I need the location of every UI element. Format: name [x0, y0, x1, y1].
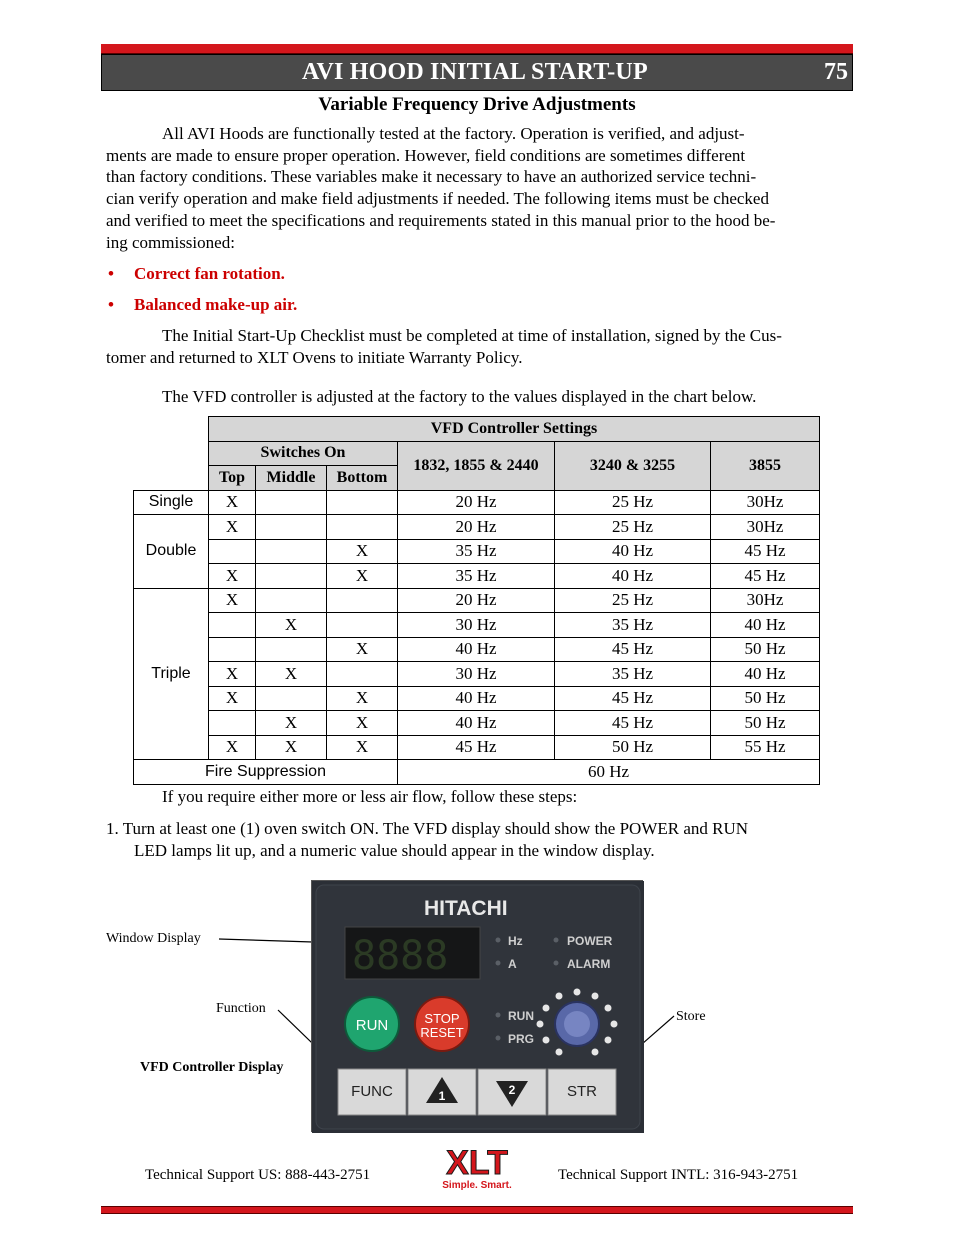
vfd-intro: The VFD controller is adjusted at the factory to the values displayed in the chart below. — [162, 387, 757, 406]
hz-cell: 45 Hz — [711, 539, 820, 564]
up-label: 1 — [438, 1089, 446, 1103]
model-header: 3855 — [711, 441, 820, 490]
switch-cell: X — [209, 588, 256, 613]
intro-line: cian verify operation and make field adjustments if needed. The following items must be checked — [106, 189, 769, 209]
hz-cell: 35 Hz — [555, 662, 711, 687]
hz-cell: 30Hz — [711, 588, 820, 613]
label-function: Function — [216, 1001, 266, 1016]
switch-col-header: Top — [209, 466, 256, 491]
vfd-panel-graphic — [312, 881, 644, 1133]
led-prg: PRG — [508, 1032, 535, 1046]
switch-cell: X — [209, 686, 256, 711]
hz-cell: 45 Hz — [398, 735, 555, 760]
intro-line: All AVI Hoods are functionally tested at the factory. Operation is verified, and adjust- — [162, 124, 745, 143]
run-button-label: RUN — [355, 1017, 389, 1034]
display-digits: 8888 — [352, 933, 449, 979]
figure-caption: VFD Controller Display — [140, 1060, 284, 1075]
switch-cell: X — [209, 662, 256, 687]
bullet-fan-rotation: • Correct fan rotation. — [108, 264, 285, 283]
led-power: POWER — [567, 934, 613, 948]
hz-cell: 45 Hz — [555, 711, 711, 736]
bullet-make-up-air: • Balanced make-up air. — [108, 295, 298, 314]
step-line: LED lamps lit up, and a numeric value should appear in the window display. — [134, 840, 655, 860]
hz-cell: 50 Hz — [711, 711, 820, 736]
hz-cell: 45 Hz — [555, 637, 711, 662]
hz-cell: 30Hz — [711, 515, 820, 540]
hz-cell: 40 Hz — [711, 613, 820, 638]
logo-tagline: Simple. Smart. — [442, 1180, 512, 1191]
section-subtitle: Variable Frequency Drive Adjustments — [318, 94, 636, 115]
switch-col-header: Bottom — [327, 466, 398, 491]
group-label: Triple — [134, 588, 209, 760]
down-label: 2 — [508, 1083, 516, 1097]
switch-cell: X — [256, 711, 327, 736]
checklist-line: The Initial Start-Up Checklist must be completed at time of installation, signed by the Cus- — [162, 326, 782, 345]
step-line: 1. Turn at least one (1) oven switch ON. The VFD display should show the POWER and RUN — [106, 819, 749, 838]
switch-cell: X — [327, 564, 398, 589]
model-header: 1832, 1855 & 2440 — [398, 441, 555, 490]
hz-cell: 40 Hz — [711, 662, 820, 687]
hz-cell: 35 Hz — [398, 564, 555, 589]
led-alarm: ALARM — [567, 957, 611, 971]
checklist-line: tomer and returned to XLT Ovens to initiate Warranty Policy. — [106, 347, 523, 367]
switch-cell: X — [256, 735, 327, 760]
page-title: AVI HOOD INITIAL START-UP — [302, 59, 648, 85]
hz-cell: 20 Hz — [398, 588, 555, 613]
hz-cell: 55 Hz — [711, 735, 820, 760]
func-label: FUNC — [351, 1083, 393, 1100]
hz-cell: 45 Hz — [555, 686, 711, 711]
hz-cell: 40 Hz — [398, 637, 555, 662]
group-label: Single — [134, 490, 209, 515]
page-number: 75 — [824, 59, 848, 85]
support-us: Technical Support US: 888-443-2751 — [145, 1167, 371, 1183]
hz-cell: 40 Hz — [398, 686, 555, 711]
switch-cell: X — [209, 735, 256, 760]
hz-cell: 30 Hz — [398, 613, 555, 638]
xlt-logo — [425, 1142, 529, 1192]
fire-suppression-label: Fire Suppression — [134, 760, 398, 785]
intro-line: and verified to meet the specifications and requirements stated in this manual prior to the hood be- — [106, 210, 776, 230]
led-run: RUN — [508, 1009, 534, 1023]
led-a: A — [508, 957, 517, 971]
airflow-line: If you require either more or less air flow, follow these steps: — [162, 787, 578, 806]
hz-cell: 45 Hz — [711, 564, 820, 589]
hz-cell: 35 Hz — [555, 613, 711, 638]
intro-line: ments are made to ensure proper operation. However, field conditions are sometimes different — [106, 145, 746, 165]
hz-cell: 40 Hz — [398, 711, 555, 736]
hz-cell: 40 Hz — [555, 539, 711, 564]
switch-cell: X — [327, 735, 398, 760]
hz-cell: 20 Hz — [398, 490, 555, 515]
switch-cell: X — [327, 686, 398, 711]
intro-line: ing commissioned: — [106, 232, 235, 252]
hz-cell: 20 Hz — [398, 515, 555, 540]
fire-suppression-value: 60 Hz — [398, 760, 820, 785]
led-hz: Hz — [508, 934, 523, 948]
switch-cell: X — [209, 490, 256, 515]
switch-cell: X — [327, 637, 398, 662]
switch-cell: X — [256, 662, 327, 687]
logo-text: XLT — [446, 1144, 508, 1182]
group-label: Double — [134, 515, 209, 589]
hz-cell: 30 Hz — [398, 662, 555, 687]
switch-cell: X — [327, 711, 398, 736]
hz-cell: 50 Hz — [711, 686, 820, 711]
hz-cell: 50 Hz — [555, 735, 711, 760]
switch-cell: X — [209, 515, 256, 540]
hz-cell: 40 Hz — [555, 564, 711, 589]
switch-col-header: Middle — [256, 466, 327, 491]
hz-cell: 35 Hz — [398, 539, 555, 564]
hz-cell: 25 Hz — [555, 490, 711, 515]
brand-text: HITACHI — [424, 897, 508, 920]
switch-cell: X — [256, 613, 327, 638]
bottom-red-rule — [101, 1206, 853, 1214]
hz-cell: 50 Hz — [711, 637, 820, 662]
hz-cell: 30Hz — [711, 490, 820, 515]
switch-cell: X — [327, 539, 398, 564]
support-intl: Technical Support INTL: 316-943-2751 — [558, 1167, 799, 1183]
reset-label: RESET — [420, 1025, 464, 1040]
switches-header: Switches On — [209, 441, 398, 466]
hz-cell: 25 Hz — [555, 515, 711, 540]
table-title: VFD Controller Settings — [209, 417, 820, 442]
model-header: 3240 & 3255 — [555, 441, 711, 490]
str-label: STR — [567, 1083, 597, 1100]
switch-cell: X — [209, 564, 256, 589]
label-window-display: Window Display — [106, 931, 201, 946]
stop-label: STOP — [424, 1011, 460, 1026]
intro-line: than factory conditions. These variables make it necessary to have an authorized service techni- — [106, 167, 757, 187]
label-store: Store — [676, 1009, 706, 1024]
vfd-controller-panel — [311, 880, 643, 1132]
hz-cell: 25 Hz — [555, 588, 711, 613]
